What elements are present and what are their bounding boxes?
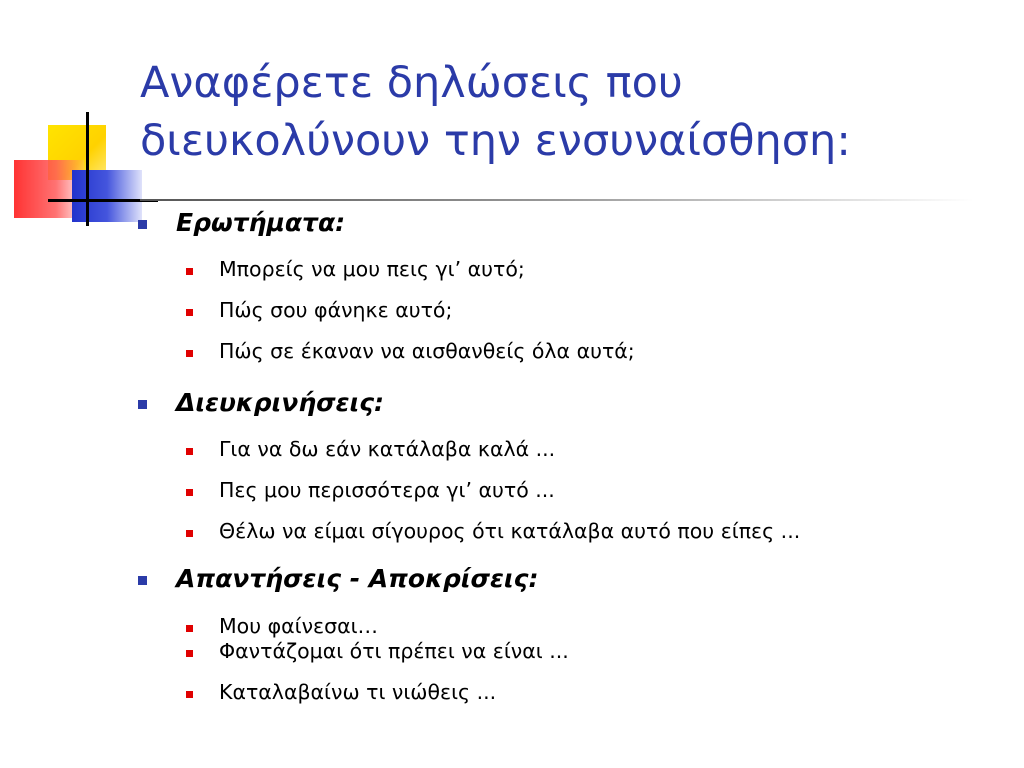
section-heading xyxy=(176,564,538,593)
square-bullet-icon xyxy=(186,625,193,632)
list-item-text: Πώς σου φάνηκε αυτό; xyxy=(219,298,453,322)
square-bullet-icon xyxy=(186,530,193,537)
list-item-text: Καταλαβαίνω τι νιώθεις ... xyxy=(219,680,497,704)
list-item xyxy=(219,478,555,502)
list-item xyxy=(219,298,452,322)
list-item-text: Για να δω εάν κατάλαβα καλά ... xyxy=(219,437,556,461)
section-heading xyxy=(176,208,345,237)
blue-square xyxy=(72,170,142,222)
list-item xyxy=(219,614,378,638)
square-bullet-icon xyxy=(186,268,193,275)
list-item xyxy=(219,257,525,281)
square-bullet-icon xyxy=(186,350,193,357)
section-heading-text: Διευκρινήσεις: xyxy=(176,388,385,417)
square-bullet-icon xyxy=(186,489,193,496)
list-item-text: Πες μου περισσότερα γι’ αυτό ... xyxy=(219,478,555,502)
list-item-text: Πώς σε έκαναν να αισθανθείς όλα αυτά; xyxy=(219,339,635,363)
section-heading xyxy=(176,388,384,417)
square-bullet-icon xyxy=(186,448,193,455)
list-item xyxy=(219,437,555,461)
square-bullet-icon xyxy=(138,220,147,229)
title-underline xyxy=(140,199,974,201)
list-item xyxy=(219,639,569,663)
list-item xyxy=(219,680,496,704)
list-item-text: Θέλω να είμαι σίγουρος ότι κατάλαβα αυτό που είπες ... xyxy=(219,519,801,543)
list-item xyxy=(219,519,800,543)
list-item-text: Μου φαίνεσαι… xyxy=(219,614,379,638)
slide-title xyxy=(140,54,1000,170)
list-item-text: Φαντάζομαι ότι πρέπει να είναι ... xyxy=(219,639,569,663)
square-bullet-icon xyxy=(138,576,147,585)
section-heading-text: Ερωτήματα: xyxy=(176,208,346,237)
title-line-2: διευκολύνουν την ενσυναίσθηση: xyxy=(140,116,851,166)
list-item xyxy=(219,339,635,363)
square-bullet-icon xyxy=(138,400,147,409)
square-bullet-icon xyxy=(186,309,193,316)
square-bullet-icon xyxy=(186,650,193,657)
square-bullet-icon xyxy=(186,691,193,698)
overlapping-squares-logo xyxy=(0,0,160,240)
vertical-line xyxy=(86,112,89,226)
list-item-text: Μπορείς να μου πεις γι’ αυτό; xyxy=(219,257,525,281)
section-heading-text: Απαντήσεις - Αποκρίσεις: xyxy=(176,564,539,593)
title-line-1: Αναφέρετε δηλώσεις που xyxy=(140,58,683,108)
